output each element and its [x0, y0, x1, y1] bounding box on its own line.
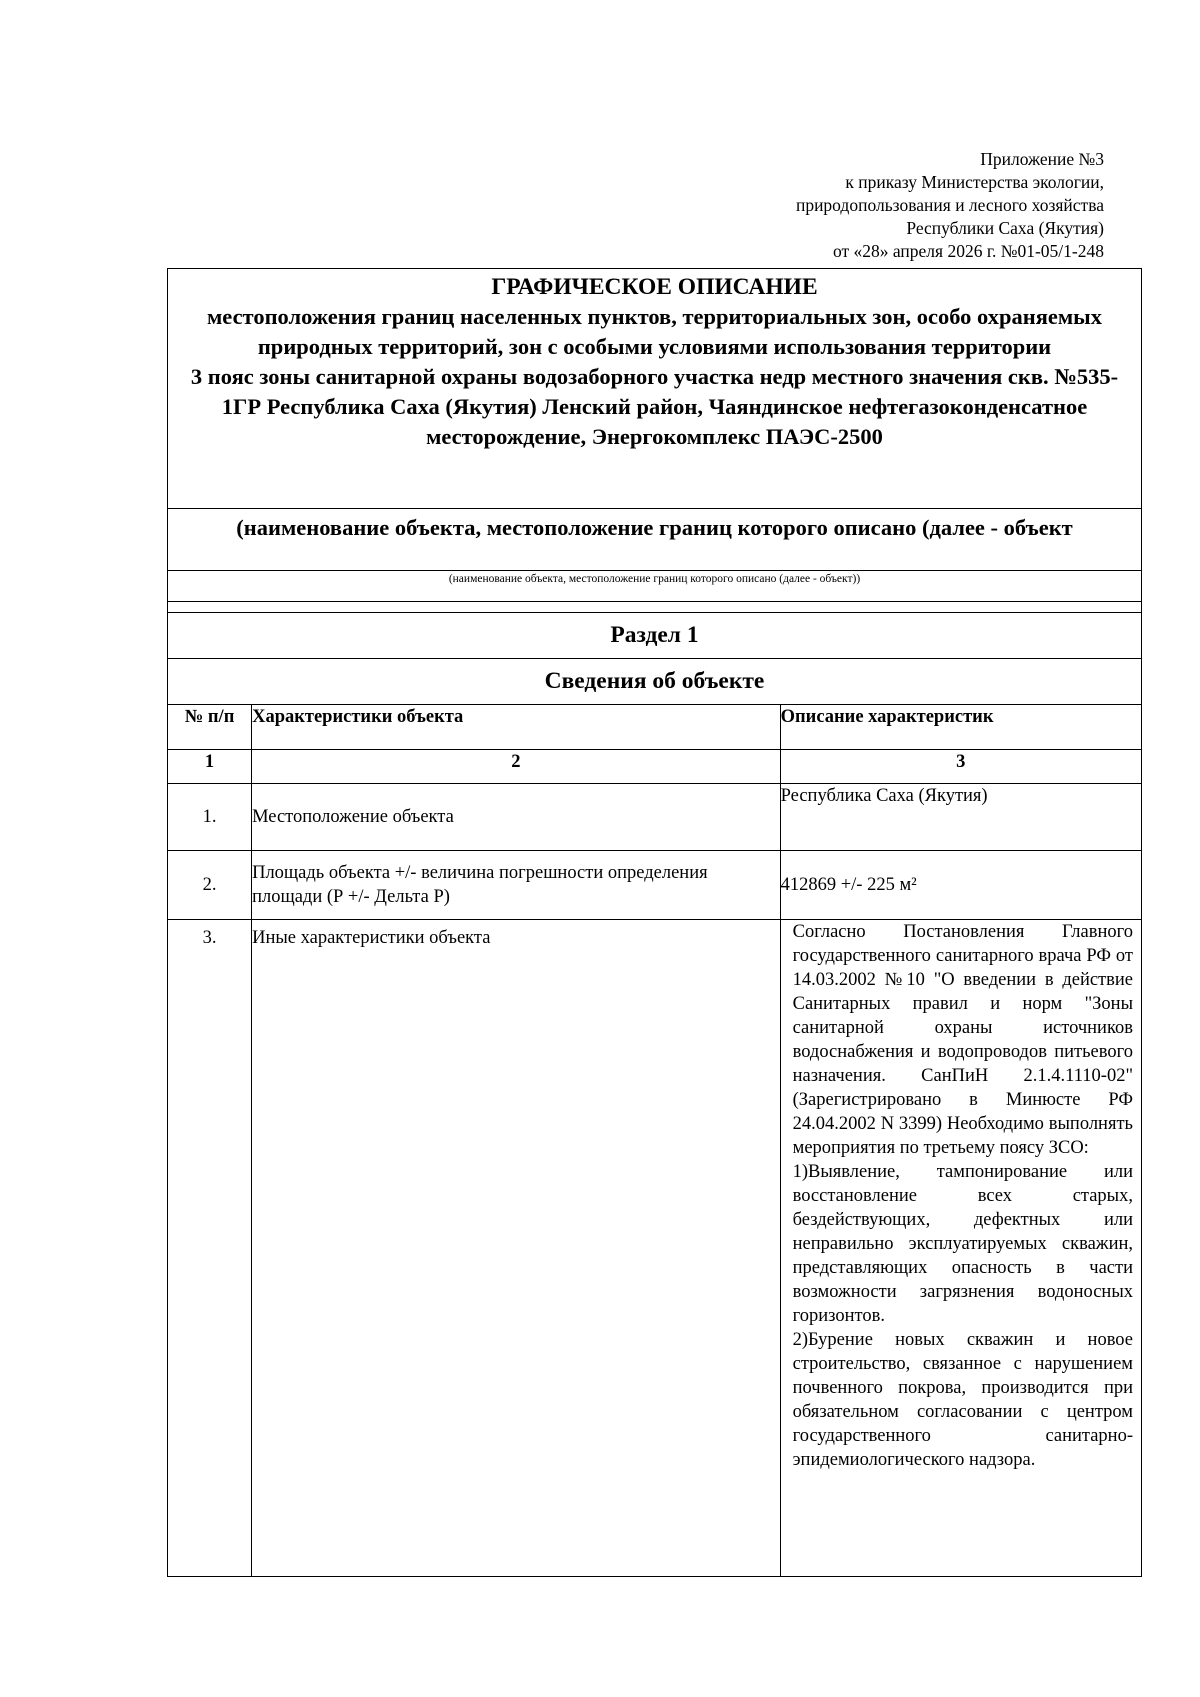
document-heading: ГРАФИЧЕСКОЕ ОПИСАНИЕ — [491, 274, 818, 300]
section-title: Раздел 1 — [167, 612, 1142, 658]
appendix-line: Приложение №3 — [980, 149, 1104, 169]
document-subtitle: местоположения границ населенных пунктов, территориальных зон, особо охраняемых природных территорий, зон с особыми условиями использования территории — [206, 304, 1102, 359]
table-row — [168, 920, 1142, 1577]
row-characteristic: Местоположение объекта — [252, 784, 781, 851]
row-number: 2. — [168, 851, 252, 920]
row-value: 412869 +/- 225 м² — [780, 851, 1141, 920]
appendix-line: от «28» апреля 2026 г. №01-05/1-248 — [832, 241, 1104, 261]
object-info-table — [167, 704, 1142, 1577]
column-number: 2 — [252, 750, 781, 784]
document-frame — [167, 268, 1142, 1580]
table-header-row — [168, 705, 1142, 750]
table-row — [168, 784, 1142, 851]
spacer — [167, 601, 1142, 612]
object-name-label: (наименование объекта, местоположение границ которого описано (далее - объект — [236, 515, 1073, 540]
row-value: Республика Саха (Якутия) — [780, 784, 1141, 851]
object-title: 3 пояс зоны санитарной охраны водозаборного участка недр местного значения скв. №535-1ГР Республика Саха (Якутия) Ленский район, Чаяндинское нефтегазоконденсатное месторождение, Энергокомплекс ПАЭС-2500 — [190, 364, 1119, 449]
object-name-block — [167, 508, 1142, 570]
column-number: 1 — [168, 750, 252, 784]
column-number: 3 — [780, 750, 1141, 784]
appendix-header — [796, 148, 1104, 263]
header-cell-description: Описание характеристик — [780, 705, 1141, 750]
title-block — [167, 268, 1142, 508]
row-value: Согласно Постановления Главного государственного санитарного врача РФ от 14.03.2002 №10 "О введении в действие Санитарных правил и норм "Зоны санитарной охраны источников водоснабжения и водопроводов питьевого назначения. СанПиН 2.1.4.1110-02" (Зарегистрировано в Минюсте РФ 24.04.2002 N 3399) Необходимо выполнять мероприятия по третьему поясу ЗСО: 1)Выявление, тампонирование или восстановление всех старых, бездействующих, дефектных или неправильно эксплуатируемых скважин, представляющих опасность в части возможности загрязнения водоносных горизонтов. 2)Бурение новых скважин и новое строительство, связанное с нарушением почвенного покрова, производится при обязательном согласовании с центром государственного санитарно-эпидемиологического надзора. — [780, 920, 1141, 1577]
appendix-line: к приказу Министерства экологии, — [845, 172, 1104, 192]
row-characteristic: Площадь объекта +/- величина погрешности определения площади (Р +/- Дельта Р) — [252, 851, 781, 920]
header-cell-num: № п/п — [168, 705, 252, 750]
appendix-line: природопользования и лесного хозяйства — [795, 195, 1104, 215]
header-cell-characteristic: Характеристики объекта — [252, 705, 781, 750]
section-subtitle: Сведения об объекте — [167, 658, 1142, 704]
row-number: 3. — [168, 920, 252, 1577]
object-name-note: (наименование объекта, местоположение границ которого описано (далее - объект)) — [167, 570, 1142, 601]
appendix-line: Республики Саха (Якутия) — [906, 218, 1104, 238]
column-number-row — [168, 750, 1142, 784]
row-characteristic: Иные характеристики объекта — [252, 920, 781, 1577]
row-number: 1. — [168, 784, 252, 851]
table-row — [168, 851, 1142, 920]
